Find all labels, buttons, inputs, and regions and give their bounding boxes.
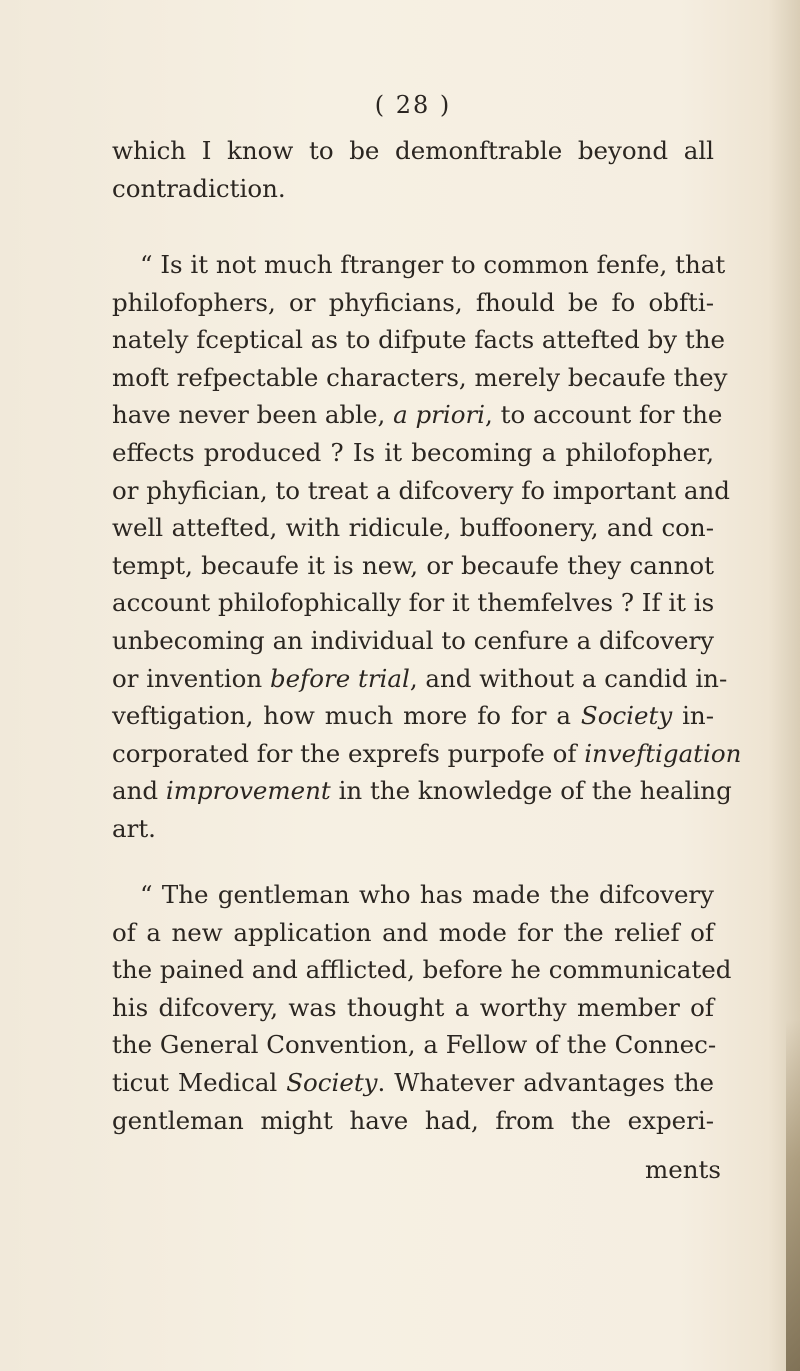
page-edge-shadow	[786, 1020, 800, 1371]
text-line: of a new application and mode for the relief of	[112, 917, 714, 947]
text-line: or invention before trial, and without a candid in-	[112, 663, 728, 693]
paragraph-2	[112, 246, 742, 848]
text-line: art.	[112, 813, 156, 843]
text-line: moft refpectable characters, merely becaufe they	[112, 362, 728, 392]
text-line: unbecoming an individual to cenfure a difcovery	[112, 625, 714, 655]
text-line: “ The gentleman who has made the difcovery	[140, 880, 714, 909]
page-number-header: ( 28 )	[374, 91, 452, 119]
text-line: corporated for the exprefs purpofe of inveftigation	[112, 738, 742, 768]
text-line: contradiction.	[112, 173, 286, 203]
text-line: have never been able, a priori, to account for the	[112, 400, 723, 430]
text-line: the pained and afflicted, before he communicated	[112, 955, 732, 985]
catchword: ments	[645, 1155, 721, 1184]
text-line: or phyfician, to treat a difcovery fo important and	[112, 475, 730, 505]
text-line: the General Convention, a Fellow of the Connec-	[112, 1030, 717, 1060]
text-line: which I know to be demonftrable beyond all	[112, 136, 714, 165]
text-line: and improvement in the knowledge of the healing	[112, 776, 732, 806]
text-line: well attefted, with ridicule, buffoonery, and con-	[112, 513, 714, 543]
paragraph-1	[112, 132, 714, 207]
text-line: nately fceptical as to difpute facts attefted by the	[112, 325, 726, 355]
text-line: veftigation, how much more fo for a Society in-	[112, 701, 714, 731]
text-line: account philofophically for it themfelves ? If it is	[112, 588, 715, 618]
text-line: his difcovery, was thought a worthy member of	[112, 992, 714, 1022]
text-line: “ Is it not much ftranger to common fenfe, that	[140, 250, 726, 279]
text-line: philofophers, or phyficians, fhould be fo obfti-	[112, 287, 714, 317]
text-line: gentleman might have had, from the experi-	[112, 1105, 714, 1135]
text-line: effects produced ? Is it becoming a philofopher,	[112, 437, 714, 467]
paragraph-3	[112, 876, 732, 1139]
text-line: ticut Medical Society. Whatever advantages the	[112, 1067, 715, 1097]
text-line: tempt, becaufe it is new, or becaufe they cannot	[112, 550, 714, 580]
